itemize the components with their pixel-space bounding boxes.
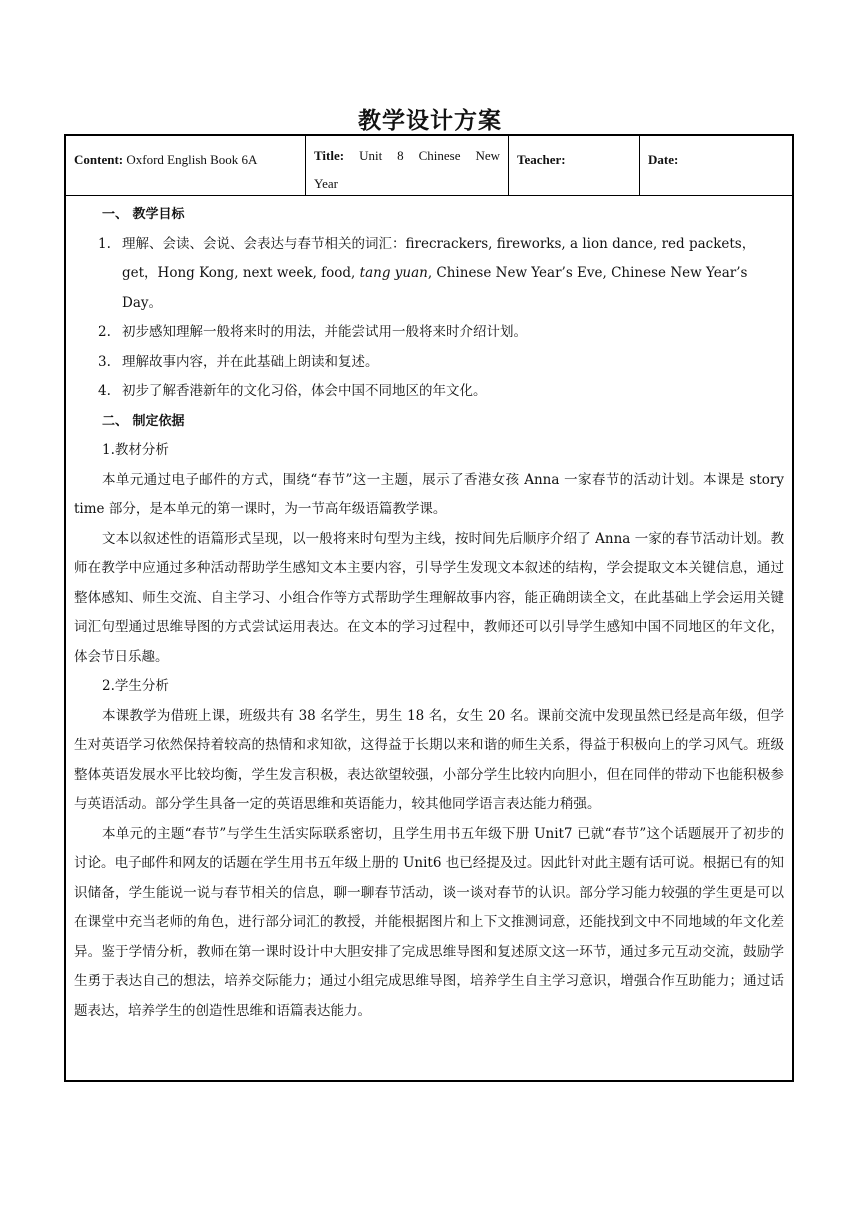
paragraph: 本单元的主题“春节”与学生生活实际联系密切，且学生用书五年级下册 Unit7 已就“春节”这个话题展开了初步的讨论。电子邮件和网友的话题在学生用书五年级上册的 Unit6 也已经提及过。因此针对此主题有话可说。根据已有的知识储备，学生能说一说与春节相关的信息，聊一聊春节活动，谈一谈对春节的认识。部分学习能力较强的学生更是可以在课堂中充当老师的角色，进行部分词汇的教授，并能根据图片和上下文推测词意，还能找到文中不同地域的年文化差异。鉴于学情分析，教师在第一课时设计中大胆安排了完成思维导图和复述原文这一环节，通过多元互动交流，鼓励学生勇于表达自己的想法，培养交际能力；通过小组完成思维导图，培养学生自主学习意识，增强合作互助能力；通过话题表达，培养学生的创造性思维和语篇表达能力。 [74,825,784,1019]
title-cell [306,136,509,195]
title-value-line1: Unit 8 Chinese New [359,148,500,163]
item-text [122,230,784,319]
objective-item [74,318,784,348]
section-heading-objectives: 一、 教学目标 [102,207,185,222]
objective-item [74,348,784,378]
teacher-cell [509,136,640,195]
item-number: 2. [98,324,111,340]
header-row [66,136,792,196]
paragraph: 本课教学为借班上课，班级共有 38 名学生，男生 18 名，女生 20 名。课前交流中发现虽然已经是高年级，但学生对英语学习依然保持着较高的热情和求知欲，这得益于长期以来和谐的师生关系，得益于积极向上的学习风气。班级整体英语发展水平比较均衡，学生发言积极，表达欲望较强，小部分学生比较内向胆小，但在同伴的带动下也能积极参与英语活动。部分学生具备一定的英语思维和英语能力，较其他同学语言表达能力稍强。 [74,707,784,812]
objective-item [74,230,784,319]
content-label: Content: [74,152,124,167]
objective-item [74,377,784,407]
date-cell [640,136,792,195]
title-label: Title: [314,148,345,163]
item-text-part-a: 理解、会读、会说、会表达与春节相关的词汇：firecrackers, fireworks, a lion dance, red packets，get，Hong Kong, next week, food, [122,235,756,281]
subheading-textbook-analysis: 1.教材分析 [102,442,169,458]
item-text: 初步感知理解一般将来时的用法，并能尝试用一般将来时介绍计划。 [122,324,527,340]
teacher-label: Teacher: [517,152,566,167]
content-cell [66,136,306,195]
item-text: 初步了解香港新年的文化习俗，体会中国不同地区的年文化。 [122,383,487,399]
lesson-plan-table [64,134,794,1082]
subheading-student-analysis: 2.学生分析 [102,678,169,694]
item-text-italic: tang yuan [359,265,428,281]
item-number: 4. [98,383,111,399]
item-text: 理解故事内容，并在此基础上朗读和复述。 [122,353,379,370]
content-body [74,200,784,1026]
item-text-part-b: , Chinese New Year’s Eve, Chinese New Year’s Day。 [122,265,748,311]
title-value-line2: Year [314,176,338,191]
content-value: Oxford English Book 6A [126,152,258,167]
section-heading-basis: 二、 制定依据 [102,413,185,429]
date-label: Date: [648,152,679,167]
item-number: 3. [98,353,111,370]
paragraph: 文本以叙述性的语篇形式呈现，以一般将来时句型为主线，按时间先后顺序介绍了 Anna 一家的春节活动计划。教师在教学中应通过多种活动帮助学生感知文本主要内容，引导学生发现文本叙述的结构，学会提取文本关键信息，通过整体感知、师生交流、自主学习、小组合作等方式帮助学生理解故事内容，能正确朗读全文，在此基础上学会运用关键词汇句型通过思维导图的方式尝试运用表达。在文本的学习过程中，教师还可以引导学生感知中国不同地区的年文化，体会节日乐趣。 [74,530,784,665]
page-title: 教学设计方案 [358,108,502,134]
paragraph: 本单元通过电子邮件的方式，围绕“春节”这一主题，展示了香港女孩 Anna 一家春节的活动计划。本课是 story time 部分，是本单元的第一课时，为一节高年级语篇教学课。 [74,471,784,517]
item-number: 1. [98,235,111,252]
